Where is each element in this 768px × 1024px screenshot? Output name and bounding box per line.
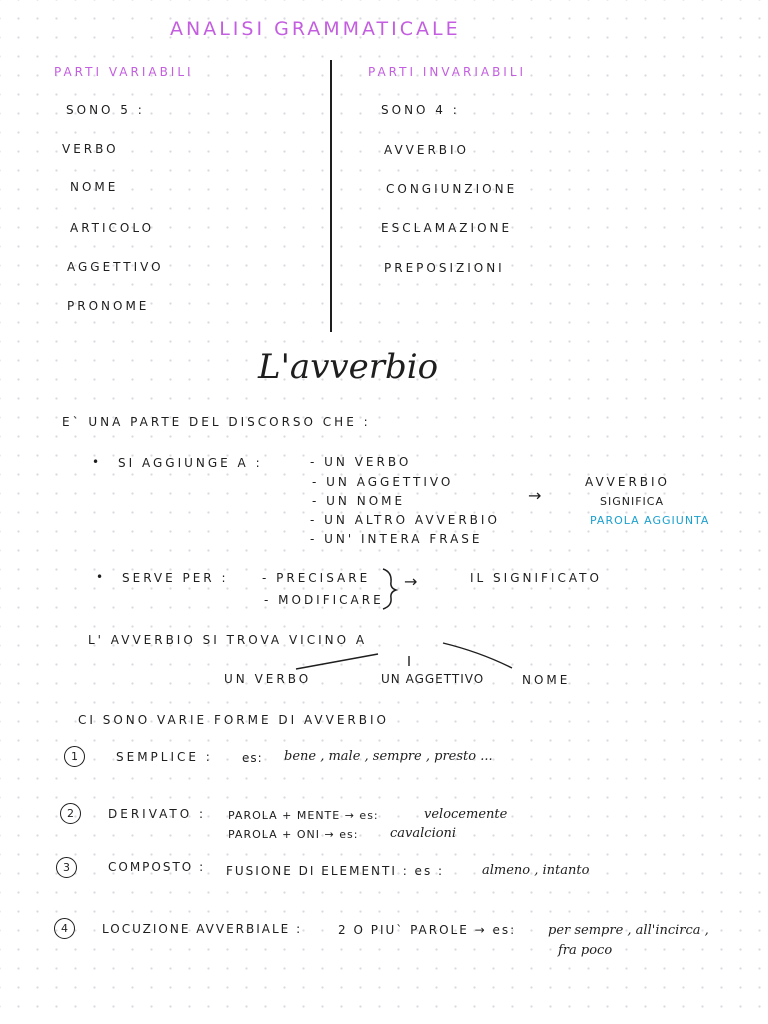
- form-examples: per sempre , all'incirca ,: [548, 923, 709, 938]
- aggiunge-item: - UN VERBO: [310, 455, 412, 469]
- form-examples: cavalcioni: [390, 826, 457, 841]
- aggiunge-item: - UN ALTRO AVVERBIO: [310, 513, 500, 527]
- variable-part-item: NOME: [70, 180, 119, 194]
- serve-item: - MODIFICARE: [264, 593, 384, 607]
- bullet-aggiunge-text: SI AGGIUNGE A :: [118, 456, 263, 470]
- form-name: LOCUZIONE AVVERBIALE :: [102, 922, 303, 936]
- variable-part-item: AGGETTIVO: [67, 260, 164, 274]
- invariable-parts-heading: PARTI INVARIABILI: [368, 65, 527, 79]
- variable-part-item: VERBO: [62, 142, 119, 156]
- page-title: ANALISI GRAMMATICALE: [170, 18, 461, 40]
- aggiunge-item: - UN' INTERA FRASE: [310, 532, 483, 546]
- number-circle-2: 2: [60, 803, 81, 824]
- number-circle-3: 3: [56, 857, 77, 878]
- invariable-part-item: PREPOSIZIONI: [384, 261, 505, 275]
- parola-aggiunta-label: PAROLA AGGIUNTA: [590, 514, 710, 527]
- position-target: UN AGGETTIVO: [381, 672, 485, 686]
- avverbio-label: AVVERBIO: [585, 475, 670, 489]
- variable-parts-count: SONO 5 :: [66, 103, 145, 117]
- aggiunge-item: - UN AGGETTIVO: [312, 475, 454, 489]
- form-name: DERIVATO :: [108, 807, 207, 821]
- bullet-serve-text: SERVE PER :: [122, 571, 229, 585]
- section-title: L'avverbio: [258, 347, 439, 387]
- connector-line: [443, 643, 512, 668]
- definition-text: E` UNA PARTE DEL DISCORSO CHE :: [62, 415, 371, 429]
- form-examples: bene , male , sempre , presto ...: [284, 749, 493, 764]
- arrow-right-icon: →: [404, 572, 418, 591]
- aggiunge-item: - UN NOME: [312, 494, 406, 508]
- connector-line: [296, 654, 378, 669]
- form-examples: fra poco: [558, 943, 613, 958]
- position-target: NOME: [522, 673, 571, 687]
- form-examples: almeno , intanto: [482, 863, 590, 878]
- form-rule: es:: [242, 751, 263, 765]
- arrow-right-icon: →: [528, 486, 542, 505]
- number-circle-1: 1: [64, 746, 85, 767]
- invariable-parts-count: SONO 4 :: [381, 103, 460, 117]
- position-target: UN VERBO: [224, 672, 312, 686]
- invariable-part-item: AVVERBIO: [384, 143, 469, 157]
- form-examples: velocemente: [424, 807, 508, 822]
- variable-part-item: ARTICOLO: [70, 221, 155, 235]
- number-circle-4: 4: [54, 918, 75, 939]
- form-rule: FUSIONE DI ELEMENTI : es :: [226, 864, 445, 878]
- invariable-part-item: ESCLAMAZIONE: [381, 221, 513, 235]
- significato-label: IL SIGNIFICATO: [470, 571, 602, 585]
- bullet-dot: •: [92, 455, 103, 469]
- position-text: L' AVVERBIO SI TROVA VICINO A: [88, 633, 368, 647]
- brace-icon: [383, 569, 396, 609]
- serve-item: - PRECISARE: [262, 571, 371, 585]
- variable-parts-heading: PARTI VARIABILI: [54, 65, 194, 79]
- invariable-part-item: CONGIUNZIONE: [386, 182, 518, 196]
- form-rule: PAROLA + MENTE → es:: [228, 809, 379, 822]
- significa-label: SIGNIFICA: [600, 495, 664, 508]
- form-rule: 2 O PIU` PAROLE → es:: [338, 923, 517, 937]
- form-rule: PAROLA + ONI → es:: [228, 828, 359, 841]
- forms-intro: CI SONO VARIE FORME DI AVVERBIO: [78, 713, 389, 727]
- form-name: SEMPLICE :: [116, 750, 213, 764]
- variable-part-item: PRONOME: [67, 299, 150, 313]
- bullet-dot: •: [96, 570, 107, 584]
- form-name: COMPOSTO :: [108, 860, 206, 874]
